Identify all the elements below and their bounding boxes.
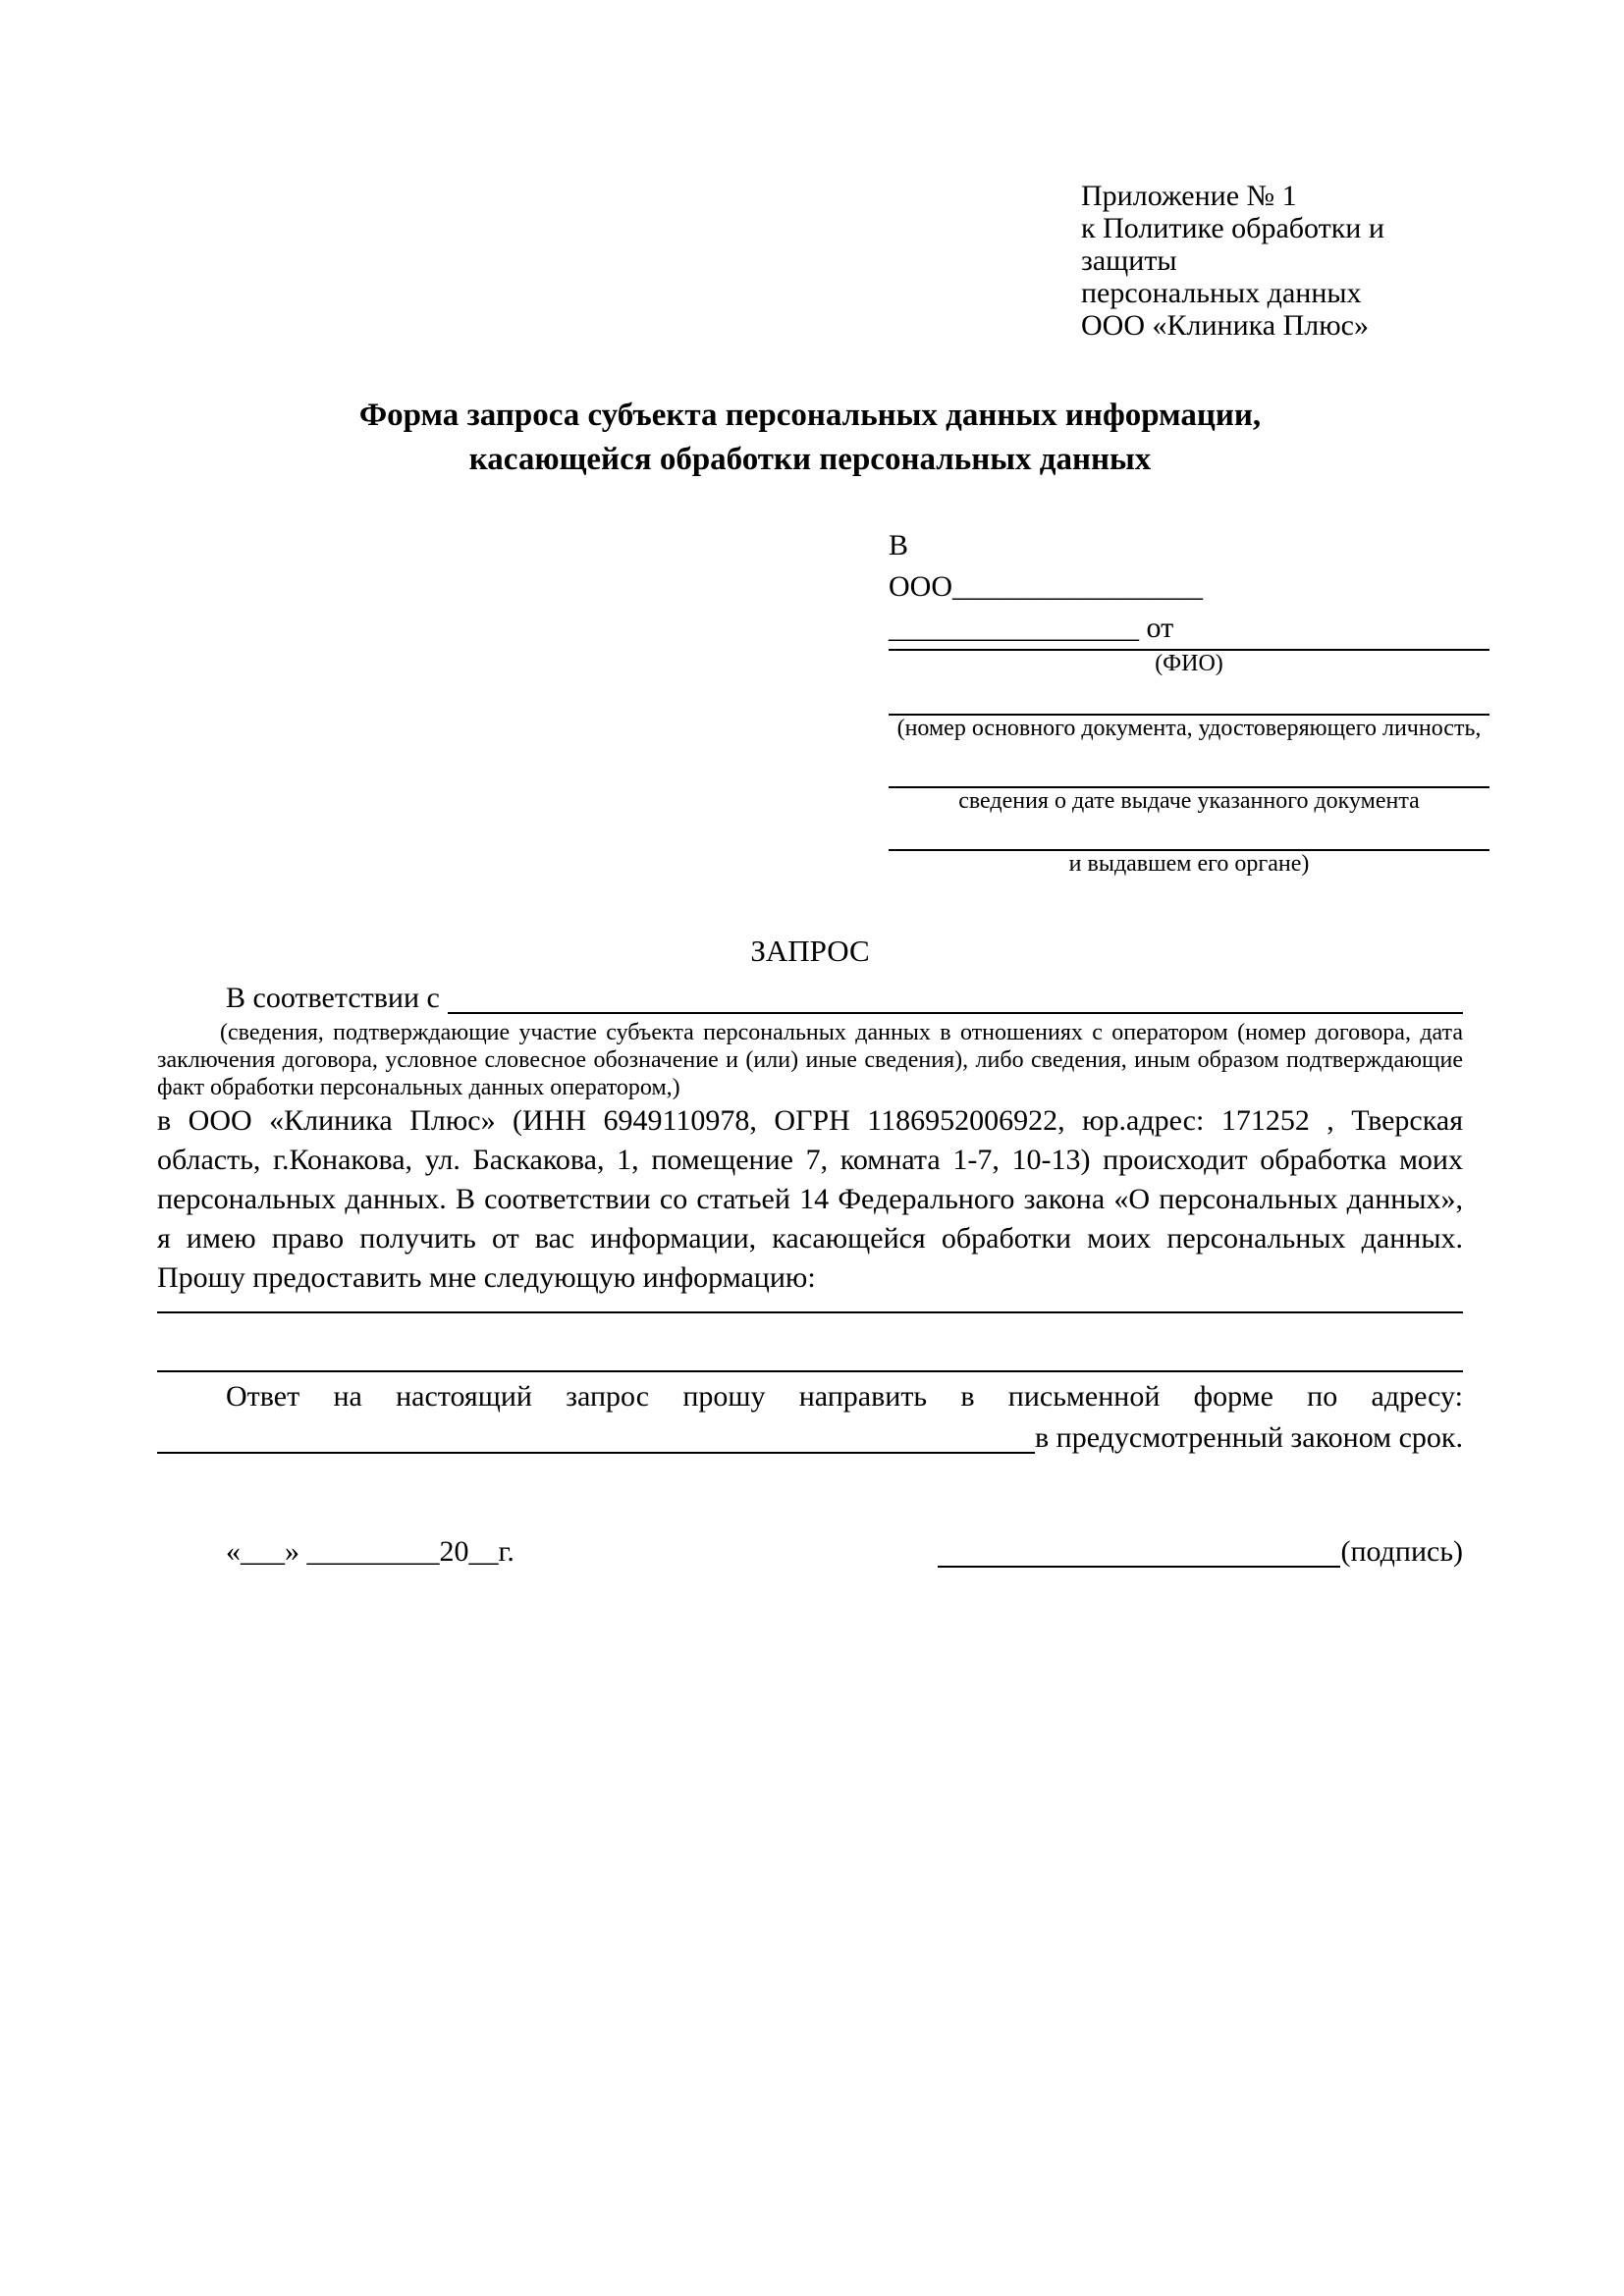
appendix-line-1: Приложение № 1 (1081, 180, 1297, 212)
signature-blank-line (938, 1566, 1340, 1568)
document-content (157, 0, 1482, 1573)
note-text: (сведения, подтверждающие участие субъекта персональных данных в отношениях с оператором (номер договора, дата заключения договора, условное словесное обозначение и (или) иные сведения), либо сведения, иным образом подтверждающие факт обработки персональных данных оператором,) (157, 1020, 1463, 1100)
appendix-header (1081, 180, 1463, 342)
document-title-line-1: Форма запроса субъекта персональных данных информации, (358, 398, 1262, 433)
response-suffix: в предусмотренный законом срок. (1035, 1421, 1463, 1454)
date-field: «___» _________20__г. (226, 1535, 514, 1568)
signoff-row (157, 1531, 1463, 1573)
addressee-to-label: В (889, 529, 909, 561)
request-heading: ЗАПРОС (750, 934, 870, 968)
address-blank-line (157, 1452, 1035, 1454)
appendix-line-3: персональных данных (1081, 277, 1362, 309)
request-body-text: в ООО «Клиника Плюс» (ИНН 6949110978, ОГРН 1186952006922, юр.адрес: 171252 , Тверская область, г.Конакова, ул. Баскакова, 1, помещение 7, комната 1-7, 10-13) происходит обработка моих персональных данных. В соответствии со статьей 14 Федерального закона «О персональных данных», я имею право получить от вас информации, касающейся обработки моих персональных данных. Прошу предоставить мне следующую информацию: (157, 1104, 1463, 1294)
issuer-caption: и выдавшем его органе) (1068, 851, 1310, 877)
intro-label: В соответствии с (226, 982, 440, 1014)
fio-caption: (ФИО) (1155, 651, 1223, 676)
issue-date-caption: сведения о дате выдаче указанного документа (958, 788, 1420, 814)
intro-blank-line (448, 1012, 1463, 1014)
signature-group (938, 1531, 1463, 1573)
appendix-line-2: к Политике обработки и защиты (1081, 212, 1384, 277)
appendix-line-4: ООО «Клиника Плюс» (1081, 309, 1369, 342)
intro-row (157, 978, 1463, 1019)
response-address-row (157, 1417, 1463, 1459)
document-title (157, 394, 1463, 482)
addressee-block (889, 525, 1489, 877)
response-text: Ответ на настоящий запрос прошу направить в письменной форме по адресу: (226, 1380, 1463, 1413)
answer-blank-line-1 (157, 1311, 1463, 1313)
answer-blank-line-2 (157, 1370, 1463, 1372)
document-number-caption: (номер основного документа, удостоверяющего личность, (896, 716, 1482, 741)
signature-caption: (подпись) (1340, 1535, 1463, 1568)
addressee-from-blank: _________________ от (889, 612, 1174, 644)
document-title-line-2: касающейся обработки персональных данных (468, 442, 1152, 477)
addressee-org-blank: ООО_________________ (889, 570, 1203, 603)
